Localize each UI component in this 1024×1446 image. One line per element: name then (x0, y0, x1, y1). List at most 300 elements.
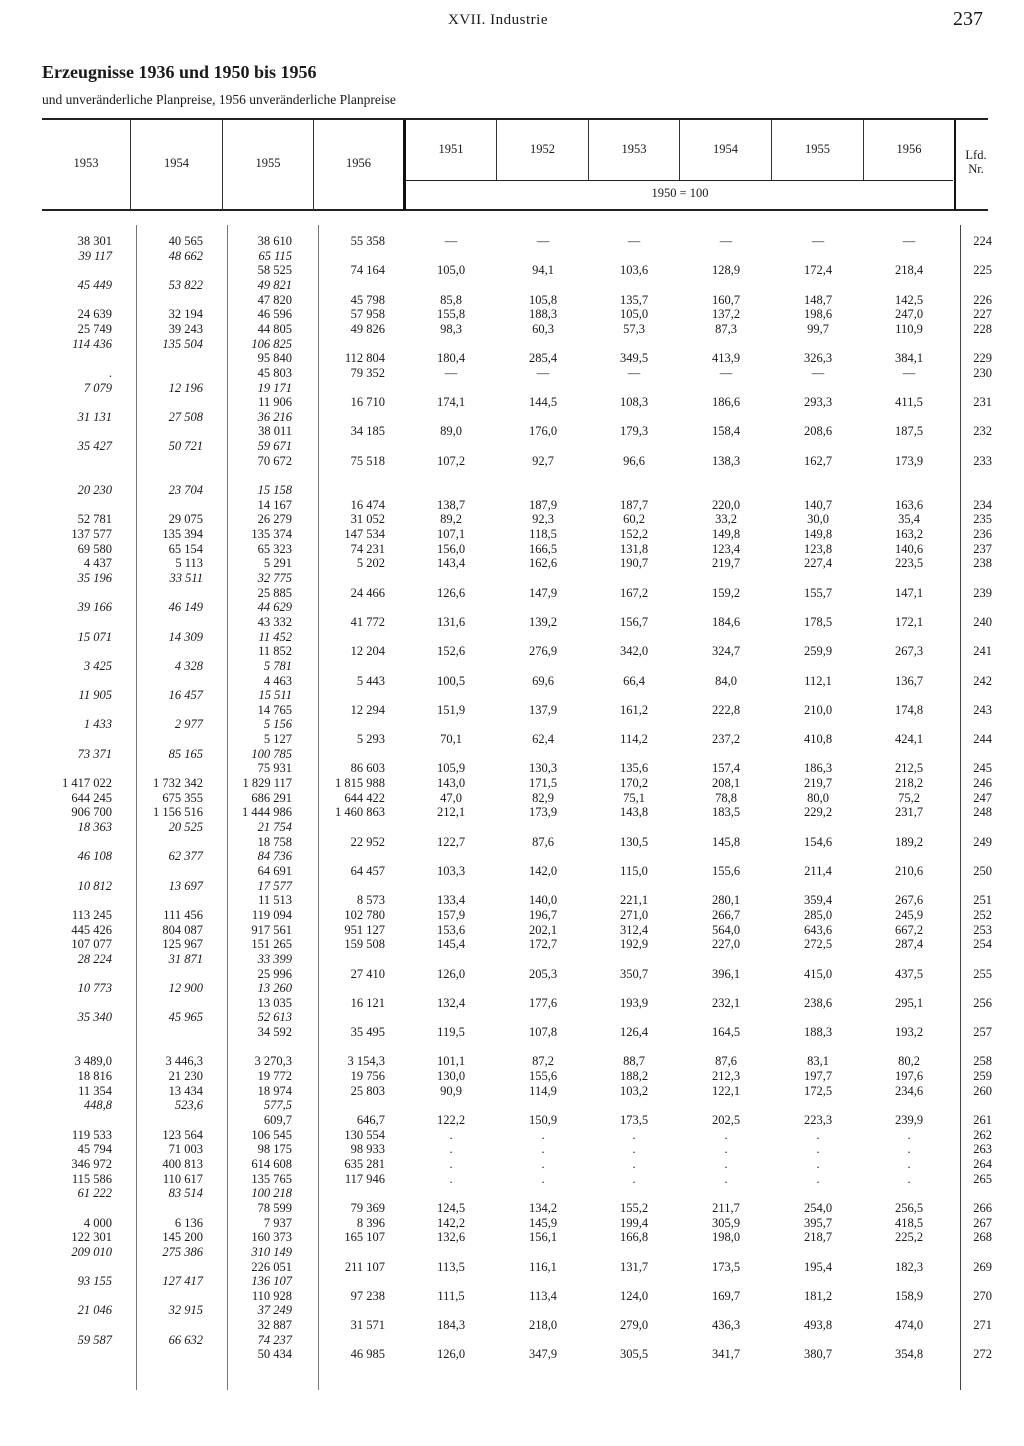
row-number: 239 (973, 585, 992, 600)
index-cell: 199,4 (619, 1215, 649, 1230)
value-cell: 20 525 (168, 820, 203, 834)
index-cell: 114,2 (620, 732, 648, 747)
table-title: Erzeugnisse 1936 und 1950 bis 1956 (42, 62, 317, 82)
index-cell: 143,0 (436, 776, 466, 791)
value-cell: 159 508 (344, 937, 385, 952)
index-cell: — (536, 365, 550, 380)
index-cell: 211,7 (712, 1200, 740, 1215)
row-number: 227 (973, 307, 992, 322)
index-cell: 173,9 (894, 453, 924, 468)
value-cell: 4 437 (83, 556, 112, 571)
row-number: 250 (973, 863, 992, 878)
index-cell: 132,4 (436, 995, 466, 1010)
value-cell: 644 422 (344, 790, 385, 805)
value-cell: 23 704 (168, 483, 203, 498)
value-cell: 11 905 (78, 688, 112, 703)
running-head: XVII. Industrie (448, 12, 548, 28)
index-cell: 145,9 (528, 1215, 558, 1230)
value-cell: 135 765 (251, 1171, 292, 1186)
index-cell: 643,6 (803, 922, 833, 937)
row-number: 235 (973, 512, 992, 527)
value-cell: 951 127 (344, 922, 385, 937)
index-cell: 105,9 (436, 761, 466, 776)
index-cell: 103,3 (436, 863, 466, 878)
index-cell: . (541, 1142, 545, 1157)
index-cell: 667,2 (894, 922, 924, 937)
index-cell: 208,6 (803, 424, 833, 439)
value-cell: 45 794 (77, 1142, 112, 1157)
value-cell: 22 952 (350, 834, 385, 849)
row-number: 258 (973, 1054, 992, 1069)
index-cell: 166,5 (528, 541, 558, 556)
value-cell: 15 158 (257, 483, 292, 498)
value-cell: 26 279 (257, 512, 292, 527)
value-cell: 119 533 (71, 1127, 112, 1142)
value-cell: 5 291 (263, 556, 292, 571)
index-cell: 88,7 (623, 1054, 645, 1069)
value-cell: 31 131 (77, 409, 112, 424)
value-cell: 14 765 (257, 702, 292, 717)
index-cell: . (816, 1142, 820, 1157)
row-number: 263 (973, 1142, 992, 1157)
value-cell: 12 204 (350, 644, 385, 659)
row-number: 242 (973, 673, 992, 688)
row-number: 255 (973, 966, 992, 981)
value-cell: 13 260 (257, 981, 292, 996)
index-cell: 138,7 (436, 497, 466, 512)
value-cell: 11 906 (258, 395, 292, 410)
value-cell: 1 732 342 (153, 776, 203, 791)
index-cell: 396,1 (711, 966, 741, 981)
value-cell: 226 051 (251, 1259, 292, 1274)
value-cell: 64 691 (257, 863, 292, 878)
header-bottom-rule (42, 209, 988, 211)
value-cell: 310 149 (251, 1244, 292, 1259)
index-cell: 112,1 (804, 673, 832, 688)
value-cell: 35 495 (350, 1025, 385, 1040)
index-cell: 245,9 (894, 907, 924, 922)
value-cell: 61 222 (77, 1186, 112, 1201)
value-cell: 13 035 (257, 995, 292, 1010)
value-cell: 115 586 (71, 1171, 112, 1186)
index-cell: 208,1 (711, 776, 741, 791)
index-cell: 218,4 (894, 263, 924, 278)
index-header-1955: 1955 (805, 142, 830, 156)
index-cell: 114,9 (529, 1083, 557, 1098)
index-cell: 107,2 (436, 453, 466, 468)
index-cell: 210,6 (894, 863, 924, 878)
index-cell: — (627, 365, 641, 380)
value-cell: 52 781 (77, 512, 112, 527)
index-cell: 162,6 (528, 556, 558, 571)
value-cell: 52 613 (257, 1010, 292, 1025)
index-cell: . (816, 1127, 820, 1142)
index-cell: 210,0 (803, 702, 833, 717)
value-cell: 38 011 (258, 424, 292, 439)
value-cell: 110 617 (162, 1171, 203, 1186)
value-cell: 18 974 (257, 1083, 292, 1098)
value-cell: 27 508 (168, 409, 203, 424)
value-cell: 7 079 (83, 380, 112, 395)
index-cell: 60,2 (623, 512, 645, 527)
index-cell: 384,1 (894, 351, 924, 366)
value-cell: 78 599 (257, 1200, 292, 1215)
index-cell: . (907, 1127, 911, 1142)
index-cell: 256,5 (894, 1200, 924, 1215)
value-cell: 106 825 (251, 336, 292, 351)
index-cell: 411,5 (895, 395, 923, 410)
value-cell: 19 171 (257, 380, 292, 395)
index-cell: . (724, 1142, 728, 1157)
index-cell: 144,5 (528, 395, 558, 410)
value-cell: 45 803 (257, 365, 292, 380)
value-cell: 14 167 (257, 497, 292, 512)
index-cell: 157,9 (436, 907, 466, 922)
value-cell: 45 798 (350, 292, 385, 307)
value-cell: 135 504 (162, 336, 203, 351)
value-cell: 917 561 (251, 922, 292, 937)
value-cell: 18 816 (77, 1069, 112, 1084)
value-cell: 1 815 988 (335, 776, 385, 791)
value-cell: 18 363 (77, 820, 112, 834)
value-cell: 3 425 (83, 658, 112, 673)
value-cell: 137 577 (71, 527, 112, 541)
index-cell: 239,9 (894, 1113, 924, 1127)
index-cell: 196,7 (528, 907, 558, 922)
index-cell: — (444, 234, 458, 248)
index-cell: 155,8 (436, 307, 466, 322)
index-cell: — (627, 234, 641, 248)
value-cell: 110 928 (251, 1288, 292, 1303)
index-cell: . (449, 1171, 453, 1186)
index-cell: 198,0 (711, 1230, 741, 1245)
index-cell: 285,0 (803, 907, 833, 922)
row-number: 261 (973, 1113, 992, 1127)
index-cell: 152,6 (436, 644, 466, 659)
index-cell: 197,7 (803, 1069, 833, 1084)
index-cell: 82,9 (532, 790, 554, 805)
value-cell: 123 564 (162, 1127, 203, 1142)
value-cell: 5 156 (263, 717, 292, 732)
index-cell: 130,5 (619, 834, 649, 849)
row-number: 240 (973, 614, 992, 629)
index-cell: 156,7 (619, 614, 649, 629)
value-cell: 1 460 863 (335, 805, 385, 820)
index-cell: 134,2 (528, 1200, 558, 1215)
index-cell: 131,6 (436, 614, 466, 629)
row-number: 225 (973, 263, 992, 278)
index-cell: 190,7 (619, 556, 649, 571)
row-number: 256 (973, 995, 992, 1010)
value-cell: 59 671 (257, 439, 292, 454)
index-cell: 122,7 (436, 834, 466, 849)
index-cell: 221,1 (619, 893, 649, 908)
index-cell: 493,8 (803, 1318, 833, 1333)
value-cell: 58 525 (257, 263, 292, 278)
index-cell: 87,3 (715, 321, 737, 336)
index-cell: 108,3 (619, 395, 649, 410)
value-cell: 50 434 (257, 1347, 292, 1362)
row-number: 243 (973, 702, 992, 717)
index-cell: 184,6 (711, 614, 741, 629)
value-cell: 36 216 (257, 409, 292, 424)
value-cell: 32 915 (168, 1303, 203, 1318)
value-cell: 16 121 (350, 995, 385, 1010)
index-cell: 359,4 (803, 893, 833, 908)
value-cell: 74 231 (350, 541, 385, 556)
index-cell: 140,6 (894, 541, 924, 556)
index-cell: 188,2 (619, 1069, 649, 1084)
index-cell: — (902, 365, 916, 380)
index-cell: 130,0 (436, 1069, 466, 1084)
index-cell: 237,2 (711, 732, 741, 747)
value-cell: 25 885 (257, 585, 292, 600)
index-cell: 174,1 (436, 395, 466, 410)
index-cell: — (444, 365, 458, 380)
index-cell: 155,7 (803, 585, 833, 600)
index-cell: 111,5 (437, 1288, 465, 1303)
value-cell: 21 754 (257, 820, 292, 834)
index-cell: 122,2 (436, 1113, 466, 1127)
index-cell: 305,5 (619, 1347, 649, 1362)
index-cell: 78,8 (715, 790, 737, 805)
value-cell: 165 107 (344, 1230, 385, 1245)
index-cell: 153,6 (436, 922, 466, 937)
row-number: 252 (973, 907, 992, 922)
row-number: 245 (973, 761, 992, 776)
index-cell: 142,0 (528, 863, 558, 878)
value-cell: 209 010 (71, 1244, 112, 1259)
value-cell: 10 773 (77, 981, 112, 996)
row-number: 260 (973, 1083, 992, 1098)
index-cell: 87,6 (532, 834, 554, 849)
index-cell: 84,0 (715, 673, 737, 688)
index-cell: 347,9 (528, 1347, 558, 1362)
index-cell: 189,2 (894, 834, 924, 849)
value-cell: 48 662 (168, 248, 203, 263)
index-cell: 279,0 (619, 1318, 649, 1333)
index-cell: 176,0 (528, 424, 558, 439)
index-cell: 238,6 (803, 995, 833, 1010)
value-cell: 12 294 (350, 702, 385, 717)
value-cell: 145 200 (162, 1230, 203, 1245)
index-cell: 173,5 (711, 1259, 741, 1274)
value-cell: 49 821 (257, 277, 292, 292)
index-cell: 155,6 (711, 863, 741, 878)
value-cell: 45 449 (77, 277, 112, 292)
value-cell: 3 489,0 (74, 1054, 112, 1069)
value-cell: 57 958 (350, 307, 385, 322)
row-number: 265 (973, 1171, 992, 1186)
index-cell: 158,9 (894, 1288, 924, 1303)
value-cell: 111 456 (163, 907, 203, 922)
row-number: 267 (973, 1215, 992, 1230)
index-cell: 202,1 (528, 922, 558, 937)
index-cell: 33,2 (715, 512, 737, 527)
index-cell: 110,9 (895, 321, 923, 336)
value-cell: 98 175 (257, 1142, 292, 1157)
value-cell: . (108, 365, 112, 380)
index-cell: 85,8 (440, 292, 462, 307)
index-cell: 211,4 (804, 863, 832, 878)
index-cell: 380,7 (803, 1347, 833, 1362)
index-cell: 133,4 (436, 893, 466, 908)
index-cell: — (902, 234, 916, 248)
value-cell: 4 328 (174, 658, 203, 673)
value-cell: 1 433 (83, 717, 112, 732)
index-cell: — (811, 234, 825, 248)
index-cell: 113,4 (529, 1288, 557, 1303)
index-cell: . (449, 1142, 453, 1157)
index-cell: 126,0 (436, 966, 466, 981)
index-cell: 197,6 (894, 1069, 924, 1084)
row-number: 229 (973, 351, 992, 366)
index-cell: . (724, 1171, 728, 1186)
index-cell: 87,6 (715, 1054, 737, 1069)
row-number: 257 (973, 1025, 992, 1040)
index-cell: 145,8 (711, 834, 741, 849)
row-number: 270 (973, 1288, 992, 1303)
index-cell: 131,8 (619, 541, 649, 556)
index-cell: 187,5 (894, 424, 924, 439)
value-cell: 125 967 (162, 937, 203, 952)
value-cell: 84 736 (257, 849, 292, 864)
value-cell: 12 196 (168, 380, 203, 395)
index-cell: 223,5 (894, 556, 924, 571)
index-cell: 89,2 (440, 512, 462, 527)
value-cell: 11 354 (78, 1083, 112, 1098)
index-cell: 142,5 (894, 292, 924, 307)
index-cell: 218,2 (894, 776, 924, 791)
row-number: 230 (973, 365, 992, 380)
value-cell: 114 436 (72, 336, 112, 351)
index-cell: 166,8 (619, 1230, 649, 1245)
index-cell: . (816, 1156, 820, 1171)
row-number: 228 (973, 321, 992, 336)
index-cell: 234,6 (894, 1083, 924, 1098)
value-cell: 39 166 (77, 600, 112, 615)
row-number: 266 (973, 1200, 992, 1215)
value-cell: 44 629 (257, 600, 292, 615)
value-cell: 136 107 (251, 1274, 292, 1289)
value-cell: 906 700 (71, 805, 112, 820)
value-cell: 804 087 (162, 922, 203, 937)
index-cell: 98,3 (440, 321, 462, 336)
index-cell: . (541, 1156, 545, 1171)
index-cell: — (811, 365, 825, 380)
index-cell: 229,2 (803, 805, 833, 820)
index-cell: 99,7 (807, 321, 829, 336)
value-cell: 53 822 (168, 277, 203, 292)
index-cell: 157,4 (711, 761, 741, 776)
value-cell: 7 937 (263, 1215, 292, 1230)
index-cell: 107,1 (436, 527, 466, 541)
value-cell: 25 803 (350, 1083, 385, 1098)
value-cell: 86 603 (350, 761, 385, 776)
row-number: 249 (973, 834, 992, 849)
index-cell: 395,7 (803, 1215, 833, 1230)
value-cell: 74 164 (350, 263, 385, 278)
index-header-1952: 1952 (530, 142, 555, 156)
index-cell: 202,5 (711, 1113, 741, 1127)
value-cell: 32 775 (257, 570, 292, 585)
index-cell: 173,5 (619, 1113, 649, 1127)
index-cell: 145,4 (436, 937, 466, 952)
value-cell: 18 758 (257, 834, 292, 849)
index-cell: 293,3 (803, 395, 833, 410)
row-number: 224 (973, 234, 992, 248)
index-cell: 259,9 (803, 644, 833, 659)
index-cell: 103,6 (619, 263, 649, 278)
value-cell: 11 852 (258, 644, 292, 659)
index-cell: 47,0 (440, 790, 462, 805)
value-cell: 8 396 (356, 1215, 385, 1230)
index-cell: 227,0 (711, 937, 741, 952)
index-cell: 178,5 (803, 614, 833, 629)
index-cell: 183,5 (711, 805, 741, 820)
index-cell: 205,3 (528, 966, 558, 981)
index-cell: 155,6 (528, 1069, 558, 1084)
page-number: 237 (953, 8, 983, 30)
index-cell: 436,3 (711, 1318, 741, 1333)
index-cell: 94,1 (532, 263, 554, 278)
index-cell: . (541, 1127, 545, 1142)
column-header-1953: 1953 (73, 156, 99, 170)
value-cell: 28 224 (77, 951, 112, 966)
index-cell: 172,5 (803, 1083, 833, 1098)
index-base-rule (405, 180, 953, 181)
index-cell: 107,8 (528, 1025, 558, 1040)
index-cell: 187,9 (528, 497, 558, 512)
index-cell: 324,7 (711, 644, 741, 659)
value-cell: 1 417 022 (62, 776, 112, 791)
index-cell: 474,0 (894, 1318, 924, 1333)
row-number: 253 (973, 922, 992, 937)
value-cell: 46 985 (350, 1347, 385, 1362)
index-cell: 295,1 (894, 995, 924, 1010)
index-header-1953: 1953 (621, 142, 647, 156)
value-cell: 122 301 (71, 1230, 112, 1245)
value-cell: 39 117 (78, 248, 112, 263)
index-cell: . (632, 1156, 636, 1171)
value-cell: 211 107 (344, 1259, 385, 1274)
row-number: 237 (973, 541, 992, 556)
value-cell: 32 887 (257, 1318, 292, 1333)
index-cell: 135,7 (619, 292, 649, 307)
value-cell: 15 511 (258, 688, 292, 703)
index-cell: 83,1 (807, 1054, 829, 1069)
index-cell: . (449, 1156, 453, 1171)
value-cell: 160 373 (251, 1230, 292, 1245)
index-cell: 187,7 (619, 497, 649, 512)
value-cell: 79 352 (350, 365, 385, 380)
index-cell: 172,4 (803, 263, 833, 278)
value-cell: 130 554 (344, 1127, 385, 1142)
index-cell: 174,8 (894, 702, 924, 717)
index-cell: 105,0 (436, 263, 466, 278)
index-cell: 222,8 (711, 702, 741, 717)
index-cell: 140,0 (528, 893, 558, 908)
value-cell: 38 610 (257, 234, 292, 248)
value-cell: 75 518 (350, 453, 385, 468)
body-divider (960, 225, 961, 1390)
value-cell: 34 185 (350, 424, 385, 439)
index-cell: 164,5 (711, 1025, 741, 1040)
value-cell: 19 772 (257, 1069, 292, 1084)
index-cell: . (632, 1142, 636, 1157)
value-cell: 119 094 (251, 907, 292, 922)
value-cell: 45 965 (168, 1010, 203, 1025)
